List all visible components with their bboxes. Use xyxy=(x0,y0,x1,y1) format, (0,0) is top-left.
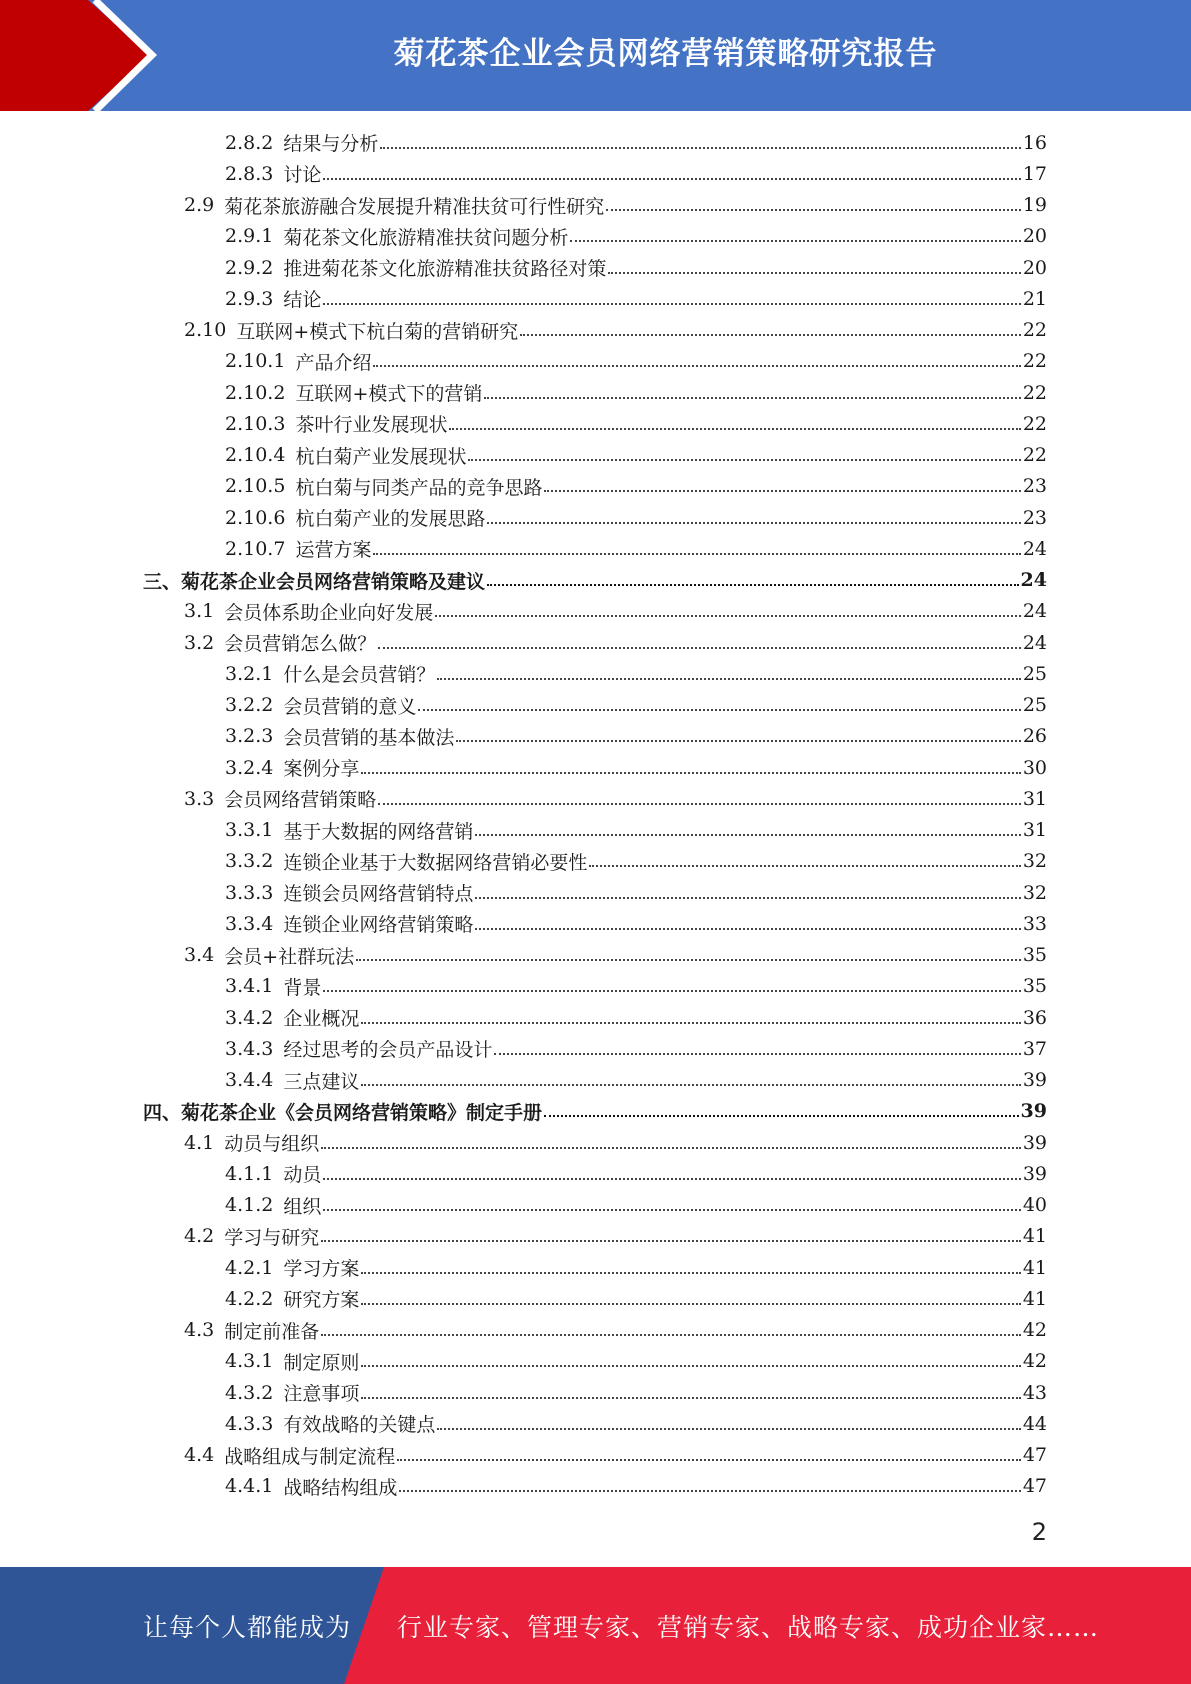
toc-entry-page: 22 xyxy=(1022,412,1047,435)
toc-entry[interactable] xyxy=(225,471,1047,502)
toc-entry-page: 31 xyxy=(1022,819,1047,841)
toc-dot-leader xyxy=(378,803,1021,805)
toc-entry-title: 三点建议 xyxy=(283,1070,360,1093)
toc-entry-title: 产品介绍 xyxy=(295,351,372,374)
toc-entry[interactable] xyxy=(184,315,1047,346)
toc-entry-number: 4.3.2 xyxy=(225,1381,274,1404)
toc-entry-page: 41 xyxy=(1022,1256,1047,1279)
toc-entry[interactable] xyxy=(225,1158,1047,1189)
toc-entry-number: 4.2 xyxy=(184,1225,215,1248)
toc-entry-page: 32 xyxy=(1022,850,1047,873)
toc-entry-page: 47 xyxy=(1022,1475,1047,1498)
toc-entry-title: 互联网+模式下杭白菊的营销研究 xyxy=(236,320,519,343)
toc-entry-page: 24 xyxy=(1022,537,1047,560)
toc-entry-title: 会员营销的意义 xyxy=(283,695,417,718)
toc-dot-leader xyxy=(361,772,1020,774)
toc-dot-leader xyxy=(361,1397,1020,1399)
page-number: 2 xyxy=(1031,1518,1047,1546)
toc-entry-page: 40 xyxy=(1022,1194,1047,1216)
toc-entry[interactable] xyxy=(225,658,1047,689)
toc-dot-leader xyxy=(484,397,1020,399)
toc-entry-title: 注意事项 xyxy=(283,1383,360,1405)
toc-entry-title: 背景 xyxy=(283,976,322,999)
toc-entry[interactable] xyxy=(184,1221,1047,1252)
toc-entry-title: 有效战略的关键点 xyxy=(283,1414,436,1437)
toc-entry-page: 43 xyxy=(1022,1381,1047,1404)
toc-entry-number: 4.3.3 xyxy=(225,1412,274,1435)
toc-entry[interactable] xyxy=(184,1440,1047,1471)
toc-entry[interactable] xyxy=(225,1346,1047,1377)
toc-entry-number: 4.3.1 xyxy=(225,1350,274,1373)
toc-dot-leader xyxy=(361,1022,1020,1024)
toc-entry-title: 互联网+模式下的营销 xyxy=(295,383,483,405)
toc-dot-leader xyxy=(475,928,1020,930)
toc-entry-page: 42 xyxy=(1022,1350,1047,1373)
toc-entry-title: 菊花茶企业《会员网络营销策略》制定手册 xyxy=(181,1101,543,1124)
toc-entry[interactable] xyxy=(143,1096,1047,1127)
toc-entry-number: 2.9.2 xyxy=(225,256,274,279)
toc-entry-number: 2.10.7 xyxy=(225,537,286,560)
toc-dot-leader xyxy=(449,428,1020,430)
toc-entry-number: 4.2.1 xyxy=(225,1256,274,1279)
toc-entry-title: 学习方案 xyxy=(283,1258,360,1280)
toc-entry-title: 茶叶行业发展现状 xyxy=(295,414,448,437)
toc-entry-number: 2.8.2 xyxy=(225,131,274,154)
toc-entry[interactable] xyxy=(225,221,1047,252)
toc-entry-number: 3.4 xyxy=(184,944,215,966)
toc-entry-number: 2.10.5 xyxy=(225,475,286,498)
toc-dot-leader xyxy=(475,834,1020,836)
toc-entry-page: 24 xyxy=(1020,569,1047,591)
toc-dot-leader xyxy=(361,1084,1020,1086)
toc-entry-title: 连锁企业网络营销策略 xyxy=(283,914,474,937)
toc-entry[interactable] xyxy=(225,1471,1047,1502)
toc-entry-page: 41 xyxy=(1022,1287,1047,1310)
toc-dot-leader xyxy=(380,147,1020,149)
toc-entry-page: 39 xyxy=(1022,1069,1047,1091)
toc-entry[interactable] xyxy=(225,846,1047,877)
toc-dot-leader xyxy=(544,490,1020,492)
toc-entry-title: 菊花茶企业会员网络营销策略及建议 xyxy=(181,570,486,593)
toc-entry-title: 会员体系助企业向好发展 xyxy=(224,601,434,624)
toc-entry-title: 会员+社群玩法 xyxy=(224,945,355,968)
toc-entry-number: 4.4 xyxy=(184,1444,215,1466)
toc-entry[interactable] xyxy=(225,158,1047,189)
toc-entry-title: 制定前准备 xyxy=(224,1320,320,1343)
toc-entry-page: 24 xyxy=(1022,631,1047,654)
toc-entry-title: 研究方案 xyxy=(283,1289,360,1312)
toc-dot-leader xyxy=(399,1490,1020,1492)
toc-entry-page: 22 xyxy=(1022,350,1047,373)
toc-entry[interactable] xyxy=(225,877,1047,908)
toc-dot-leader xyxy=(397,1459,1021,1461)
toc-dot-leader xyxy=(475,897,1020,899)
toc-entry-number: 3.3.1 xyxy=(225,819,274,841)
toc-dot-leader xyxy=(437,1428,1020,1430)
footer-slogan-left: 让每个人都能成为 xyxy=(143,1612,352,1642)
toc-entry-page: 42 xyxy=(1022,1319,1047,1341)
toc-entry-number: 3.3 xyxy=(184,787,215,810)
toc-entry-page: 22 xyxy=(1022,444,1047,466)
toc-entry[interactable] xyxy=(225,1002,1047,1033)
toc-entry-page: 35 xyxy=(1022,975,1047,998)
toc-entry-page: 16 xyxy=(1022,131,1047,154)
toc-dot-leader xyxy=(456,740,1020,742)
toc-entry-number: 3.1 xyxy=(184,600,215,623)
toc-entry[interactable] xyxy=(225,1283,1047,1314)
toc-entry-page: 26 xyxy=(1022,725,1047,748)
toc-entry-page: 44 xyxy=(1022,1412,1047,1435)
toc-entry[interactable] xyxy=(225,1408,1047,1439)
toc-entry-title: 动员与组织 xyxy=(224,1133,320,1155)
toc-entry-title: 什么是会员营销？ xyxy=(283,664,436,687)
toc-dot-leader xyxy=(321,1240,1021,1242)
toc-entry[interactable] xyxy=(184,1315,1047,1346)
toc-entry-title: 会员网络营销策略 xyxy=(224,789,377,812)
toc-entry-number: 2.10.1 xyxy=(225,350,286,373)
toc-entry[interactable] xyxy=(225,377,1047,408)
toc-entry-number: 3.2.4 xyxy=(225,756,274,779)
toc-entry-page: 37 xyxy=(1022,1037,1047,1060)
toc-entry[interactable] xyxy=(225,690,1047,721)
toc-entry[interactable] xyxy=(184,940,1047,971)
toc-entry-number: 3.3.4 xyxy=(225,912,274,935)
toc-entry-title: 会员营销的基本做法 xyxy=(283,726,455,749)
toc-dot-leader xyxy=(606,209,1021,211)
toc-entry-number: 4.4.1 xyxy=(225,1475,274,1498)
toc-entry[interactable] xyxy=(225,1033,1047,1064)
toc-entry-title: 案例分享 xyxy=(283,758,360,780)
toc-entry-number: 4.3 xyxy=(184,1319,215,1341)
toc-entry-title: 战略组成与制定流程 xyxy=(224,1445,396,1468)
toc-entry-number: 4.1 xyxy=(184,1131,215,1154)
toc-dot-leader xyxy=(361,1365,1020,1367)
toc-entry-number: 3.4.3 xyxy=(225,1037,274,1060)
toc-dot-leader xyxy=(418,709,1020,711)
toc-entry-title: 组织 xyxy=(283,1195,322,1218)
toc-dot-leader xyxy=(589,865,1020,867)
toc-entry-title: 杭白菊产业发展现状 xyxy=(295,445,467,468)
toc-entry-number: 2.10.2 xyxy=(225,381,286,404)
page-footer xyxy=(0,1567,1191,1684)
toc-entry-title: 战略结构组成 xyxy=(283,1476,398,1499)
toc-entry[interactable] xyxy=(225,283,1047,314)
toc-entry-number: 2.9.1 xyxy=(225,225,274,248)
toc-entry-page: 19 xyxy=(1022,194,1047,216)
toc-entry[interactable] xyxy=(225,1065,1047,1096)
toc-entry[interactable] xyxy=(225,815,1047,846)
toc-dot-leader xyxy=(520,334,1021,336)
toc-entry-page: 22 xyxy=(1022,319,1047,341)
toc-entry-page: 20 xyxy=(1022,256,1047,279)
toc-entry[interactable] xyxy=(225,127,1047,158)
toc-entry[interactable] xyxy=(184,596,1047,627)
toc-dot-leader xyxy=(487,522,1020,524)
toc-dot-leader xyxy=(323,1209,1020,1211)
toc-entry-page: 39 xyxy=(1020,1100,1047,1123)
toc-entry-number: 2.8.3 xyxy=(225,162,274,185)
toc-entry[interactable] xyxy=(225,252,1047,283)
toc-dot-leader xyxy=(323,178,1020,180)
toc-entry-page: 23 xyxy=(1022,506,1047,529)
toc-entry[interactable] xyxy=(225,1377,1047,1408)
toc-entry-page: 47 xyxy=(1022,1444,1047,1466)
toc-dot-leader xyxy=(361,1303,1020,1305)
toc-entry-number: 2.10 xyxy=(184,319,227,341)
toc-dot-leader xyxy=(373,553,1020,555)
toc-entry-title: 菊花茶旅游融合发展提升精准扶贫可行性研究 xyxy=(224,195,605,218)
toc-entry-page: 41 xyxy=(1022,1225,1047,1248)
toc-entry[interactable] xyxy=(225,752,1047,783)
toc-dot-leader xyxy=(437,678,1020,680)
toc-dot-leader xyxy=(608,272,1020,274)
toc-entry[interactable] xyxy=(225,502,1047,533)
toc-entry-number: 4.1.2 xyxy=(225,1194,274,1216)
toc-entry-title: 动员 xyxy=(283,1164,322,1187)
toc-entry-number: 3.2.3 xyxy=(225,725,274,748)
toc-entry-page: 25 xyxy=(1022,662,1047,685)
toc-entry[interactable] xyxy=(184,783,1047,814)
toc-entry-number: 3.4.2 xyxy=(225,1006,274,1029)
toc-entry-title: 会员营销怎么做？ xyxy=(224,633,377,655)
toc-entry-number: 2.9 xyxy=(184,194,215,216)
toc-entry-page: 20 xyxy=(1022,225,1047,248)
toc-entry-title: 结果与分析 xyxy=(283,133,379,155)
toc-entry-page: 24 xyxy=(1022,600,1047,623)
toc-entry-page: 21 xyxy=(1022,287,1047,310)
toc-entry-title: 结论 xyxy=(283,289,322,312)
toc-entry-number: 2.10.3 xyxy=(225,412,286,435)
toc-entry-number: 3.3.3 xyxy=(225,881,274,904)
toc-dot-leader xyxy=(356,959,1021,961)
toc-entry-page: 31 xyxy=(1022,787,1047,810)
toc-entry-title: 杭白菊产业的发展思路 xyxy=(295,508,486,530)
toc-dot-leader xyxy=(321,1147,1021,1149)
toc-entry-page: 22 xyxy=(1022,381,1047,404)
toc-entry-page: 39 xyxy=(1022,1131,1047,1154)
toc-entry-title: 经过思考的会员产品设计 xyxy=(283,1039,493,1062)
toc-entry-page: 17 xyxy=(1022,162,1047,185)
toc-entry[interactable] xyxy=(225,721,1047,752)
toc-entry-page: 30 xyxy=(1022,756,1047,779)
toc-entry-page: 25 xyxy=(1022,694,1047,716)
toc-dot-leader xyxy=(321,1334,1021,1336)
toc-entry-number: 4.1.1 xyxy=(225,1162,274,1185)
toc-entry-number: 3.3.2 xyxy=(225,850,274,873)
toc-dot-leader xyxy=(570,240,1020,242)
toc-entry-title: 杭白菊与同类产品的竞争思路 xyxy=(295,476,543,499)
toc-entry-number: 2.10.4 xyxy=(225,444,286,466)
toc-dot-leader xyxy=(361,1272,1020,1274)
toc-entry-title: 运营方案 xyxy=(295,539,372,562)
toc-dot-leader xyxy=(468,459,1020,461)
toc-entry-number: 3.4.1 xyxy=(225,975,274,998)
toc-entry-number: 3.2.1 xyxy=(225,662,274,685)
toc-entry-title: 基于大数据的网络营销 xyxy=(283,820,474,843)
toc-entry[interactable] xyxy=(143,565,1047,596)
toc-entry[interactable] xyxy=(225,1190,1047,1221)
toc-entry-number: 3.2 xyxy=(184,631,215,654)
toc-dot-leader xyxy=(544,1115,1019,1117)
toc-entry-title: 学习与研究 xyxy=(224,1226,320,1249)
toc-dot-leader xyxy=(373,365,1020,367)
page-header xyxy=(0,0,1191,111)
toc-entry-page: 33 xyxy=(1022,912,1047,935)
toc-dot-leader xyxy=(323,303,1020,305)
toc-dot-leader xyxy=(494,1053,1020,1055)
toc-dot-leader xyxy=(323,1178,1020,1180)
toc-entry-number: 四、 xyxy=(143,1101,182,1124)
toc-dot-leader xyxy=(487,584,1019,586)
toc-entry[interactable] xyxy=(225,908,1047,939)
toc-entry-number: 三、 xyxy=(143,570,182,593)
toc-entry-title: 连锁企业基于大数据网络营销必要性 xyxy=(283,851,588,874)
toc-entry[interactable] xyxy=(225,971,1047,1002)
document-title: 菊花茶企业会员网络营销策略研究报告 xyxy=(393,35,938,72)
toc-entry[interactable] xyxy=(225,346,1047,377)
toc-entry[interactable] xyxy=(184,1127,1047,1158)
toc-entry-page: 39 xyxy=(1022,1162,1047,1185)
toc-entry-number: 3.4.4 xyxy=(225,1069,274,1091)
toc-entry-title: 讨论 xyxy=(283,164,322,187)
toc-entry[interactable] xyxy=(225,1252,1047,1283)
toc-entry[interactable] xyxy=(225,440,1047,471)
toc-entry-number: 2.9.3 xyxy=(225,287,274,310)
toc-entry-title: 菊花茶文化旅游精准扶贫问题分析 xyxy=(283,226,569,249)
toc-entry-title: 连锁会员网络营销特点 xyxy=(283,883,474,905)
footer-slogan-right: 行业专家、管理专家、营销专家、战略专家、成功企业家…… xyxy=(397,1612,1100,1642)
toc-entry-number: 2.10.6 xyxy=(225,506,286,529)
toc-entry-page: 36 xyxy=(1022,1006,1047,1029)
toc-dot-leader xyxy=(323,990,1020,992)
toc-entry-number: 4.2.2 xyxy=(225,1287,274,1310)
toc-dot-leader xyxy=(435,615,1021,617)
toc-entry-title: 企业概况 xyxy=(283,1008,360,1030)
toc-entry[interactable] xyxy=(184,627,1047,658)
toc-entry[interactable] xyxy=(225,408,1047,439)
toc-entry[interactable] xyxy=(225,533,1047,564)
toc-entry-title: 制定原则 xyxy=(283,1351,360,1374)
toc-entry-page: 32 xyxy=(1022,881,1047,904)
toc-dot-leader xyxy=(378,647,1021,649)
toc-entry-page: 35 xyxy=(1022,944,1047,966)
toc-entry-title: 推进菊花茶文化旅游精准扶贫路径对策 xyxy=(283,258,607,280)
toc-entry[interactable] xyxy=(184,190,1047,221)
toc-entry-page: 23 xyxy=(1022,475,1047,498)
toc-entry-number: 3.2.2 xyxy=(225,694,274,716)
